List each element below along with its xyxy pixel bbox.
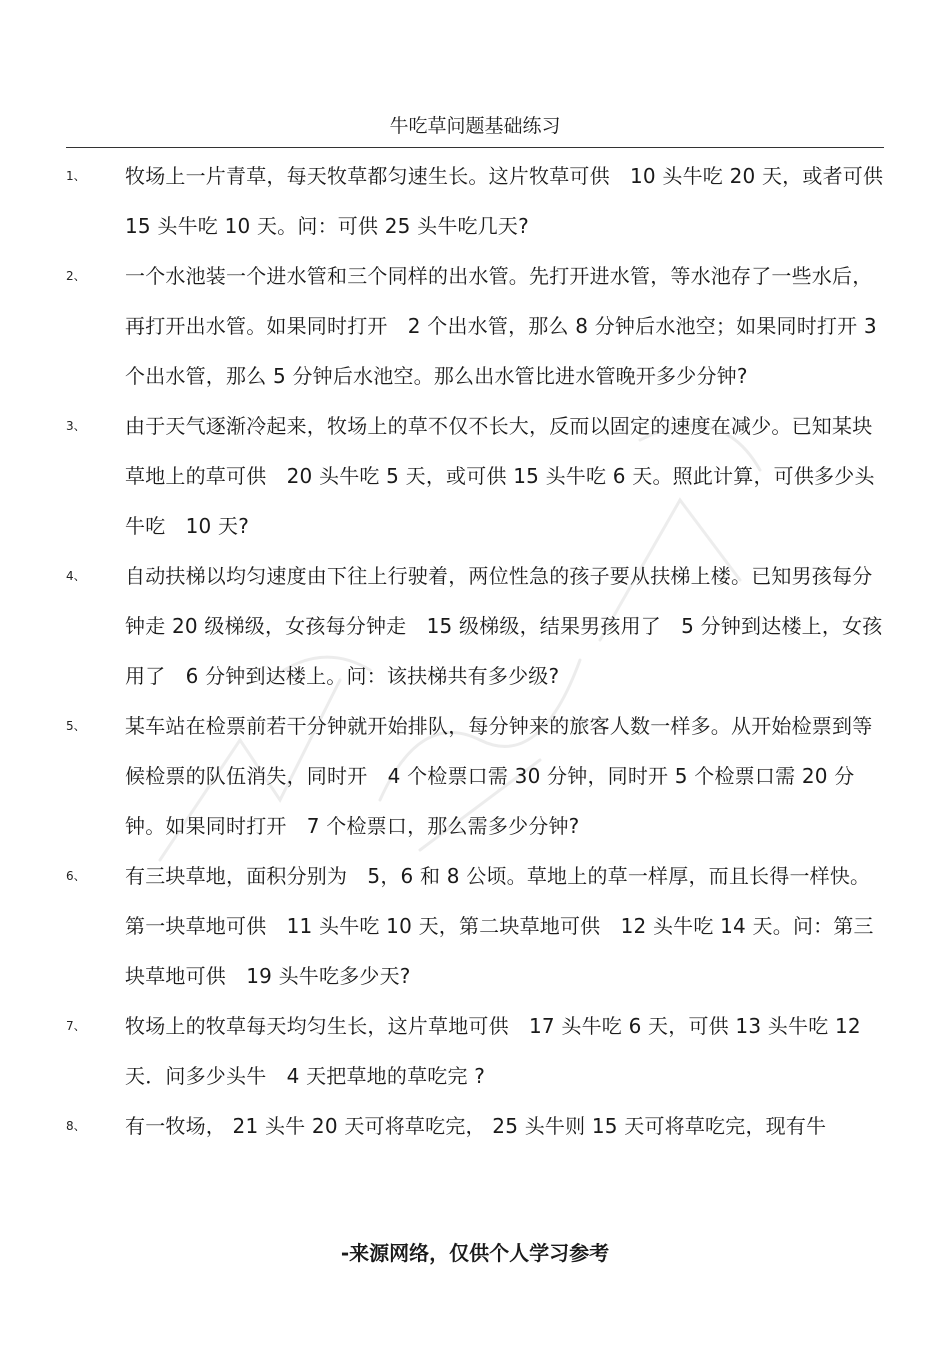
problem-item [0,401,950,551]
problem-number: 7、 [66,1019,86,1033]
problem-text: 牧场上的牧草每天均匀生长，这片草地可供 17 头牛吃 6 天，可供 13 头牛吃 12 天．问多少头牛 4 天把草地的草吃完 ? [125,1014,861,1088]
problem-text: 某车站在检票前若干分钟就开始排队，每分钟来的旅客人数一样多。从开始检票到等候检票的队伍消失，同时开 4 个检票口需 30 分钟，同时开 5 个检票口需 20 分钟。如果同时打开 7 个检票口，那么需多少分钟? [125,714,873,838]
problem-number: 3、 [66,419,86,433]
problem-text: 牧场上一片青草，每天牧草都匀速生长。这片牧草可供 10 头牛吃 20 天，或者可供 15 头牛吃 10 天。问：可供 25 头牛吃几天? [125,164,884,238]
page-title: 牛吃草问题基础练习 [389,115,561,137]
problem-text: 有三块草地，面积分别为 5，6 和 8 公顷。草地上的草一样厚，而且长得一样快。第一块草地可供 11 头牛吃 10 天，第二块草地可供 12 头牛吃 14 天。问：第三块草地可供 19 头牛吃多少天? [125,864,874,988]
problem-text: 由于天气逐渐冷起来，牧场上的草不仅不长大，反而以固定的速度在减少。已知某块草地上的草可供 20 头牛吃 5 天，或可供 15 头牛吃 6 天。照此计算，可供多少头牛吃 10 天? [125,414,875,538]
problem-item [0,1101,950,1151]
problem-number: 2、 [66,269,86,283]
problem-item [0,701,950,851]
page-footer: -来源网络，仅供个人学习参考 [340,1241,610,1265]
problem-text: 一个水池装一个进水管和三个同样的出水管。先打开进水管，等水池存了一些水后，再打开出水管。如果同时打开 2 个出水管，那么 8 分钟后水池空；如果同时打开 3 个出水管，那么 5 分钟后水池空。那么出水管比进水管晚开多少分钟? [125,264,877,388]
problem-number: 4、 [66,569,86,583]
problem-number: 1、 [66,169,86,183]
problem-number: 8、 [66,1119,86,1133]
problem-item [0,1001,950,1101]
problem-number: 5、 [66,719,86,733]
problem-number: 6、 [66,869,86,883]
problem-text: 有一牧场， 21 头牛 20 天可将草吃完， 25 头牛则 15 天可将草吃完，现有牛 [125,1114,827,1138]
problem-item [0,251,950,401]
problem-item [0,851,950,1001]
title-divider [66,147,884,148]
problem-item [0,551,950,701]
problem-item [0,151,950,251]
problem-text: 自动扶梯以均匀速度由下往上行驶着，两位性急的孩子要从扶梯上楼。已知男孩每分钟走 20 级梯级，女孩每分钟走 15 级梯级，结果男孩用了 5 分钟到达楼上，女孩用了 6 分钟到达楼上。问：该扶梯共有多少级? [125,564,883,688]
problem-list [0,151,950,1151]
